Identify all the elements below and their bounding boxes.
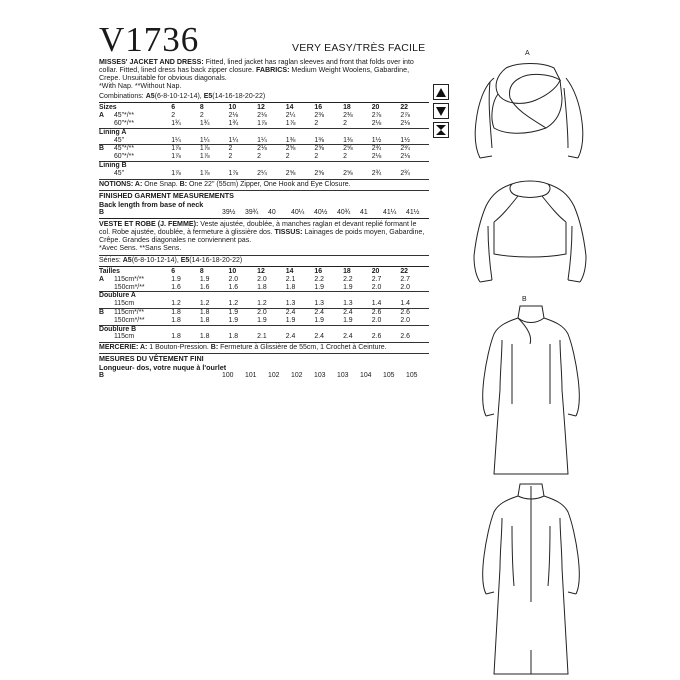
cell-value: 2.4 <box>314 333 325 341</box>
cell-value: 1¼ <box>228 136 239 144</box>
cell-value: 1⅞ <box>257 120 267 128</box>
table-row <box>99 137 429 145</box>
cell-value: 1⅜ <box>314 136 325 144</box>
table-row <box>99 145 429 153</box>
cell-value: 2.7 <box>400 275 410 283</box>
cell-value: 2.0 <box>400 283 410 291</box>
pattern-number: V1736 <box>99 20 200 59</box>
row-group: B <box>99 145 114 153</box>
cell-value: 1.3 <box>285 300 296 308</box>
triangle-up-icon <box>433 84 449 100</box>
cell-value <box>314 128 343 136</box>
care-icons <box>433 84 449 141</box>
cell-value: 2 <box>343 120 347 128</box>
cell-value: 2.0 <box>257 275 267 283</box>
sizes-header-row <box>99 268 429 276</box>
size-header: 8 <box>199 104 204 112</box>
row-label: 45" <box>113 136 125 144</box>
cell-value: 1.6 <box>228 283 239 291</box>
row-group: B <box>99 208 104 216</box>
size-header: 18 <box>343 268 351 276</box>
row-group: B <box>99 309 114 317</box>
row-group: A <box>99 112 104 120</box>
cell-value: 2¾ <box>371 169 382 177</box>
size-header: 20 <box>371 268 380 276</box>
cell-value: 2⅛ <box>257 145 286 153</box>
cell-value: 2.0 <box>371 283 382 291</box>
cell-value: 40¾ <box>337 208 351 216</box>
cell-value: 1¾ <box>199 120 210 128</box>
cell-value: 2.6 <box>400 309 429 317</box>
cell-value: 2.6 <box>400 333 410 341</box>
cell-value: 1.4 <box>400 300 410 308</box>
french-description: VESTE ET ROBE (J. FEMME): Veste ajustée, doublée, à manches raglan et devant replié formant le col. Robe ajustée, doublée, à fermeture à glissière dos. TISSUS: Lainages de poids moyen, Gabardine, Crêpe. Grandes diagonales ne conviennent pas. *Avec Sens. **Sans Sens. <box>99 219 425 252</box>
cell-value: 1.9 <box>285 316 296 324</box>
back-length-english <box>99 209 429 217</box>
cell-value <box>257 325 286 333</box>
cell-value: 1.6 <box>171 283 181 291</box>
cell-value: 1.9 <box>343 283 353 291</box>
cell-value: 1.6 <box>199 283 210 291</box>
yardage-table-french <box>99 268 429 341</box>
table-row <box>99 292 429 300</box>
view-label-a: A <box>525 50 530 57</box>
cell-value <box>229 325 258 333</box>
cell-value: 2 <box>228 153 233 161</box>
cell-value <box>200 292 229 300</box>
cell-value <box>229 128 258 136</box>
cell-value <box>171 162 200 170</box>
cell-value <box>343 292 372 300</box>
row-group <box>99 170 114 178</box>
cell-value: 1⅞ <box>200 145 229 153</box>
cell-value: 1¾ <box>228 120 239 128</box>
table-row <box>99 170 429 178</box>
cell-value: 1.8 <box>257 283 267 291</box>
cell-value: 2.4 <box>343 333 353 341</box>
cell-value: 1⅞ <box>171 145 200 153</box>
cell-value: 2⅜ <box>343 112 353 120</box>
cell-value: 2 <box>171 112 176 120</box>
cell-value: 1.4 <box>371 300 382 308</box>
back-length-heading: Back length from base of neck <box>99 199 204 209</box>
cell-value: 2¾ <box>372 145 401 153</box>
cell-value: 2.0 <box>400 316 410 324</box>
size-header: 8 <box>199 268 204 276</box>
cell-value: 2⅝ <box>343 145 372 153</box>
table-row <box>99 162 429 170</box>
cell-value: 1½ <box>400 136 410 144</box>
cell-value: 2⅝ <box>314 169 325 177</box>
cell-value <box>257 292 286 300</box>
row-group <box>99 137 114 145</box>
cell-value: 1⅞ <box>171 169 181 177</box>
finished-measurements-heading: FINISHED GARMENT MEASUREMENTS <box>99 190 234 200</box>
yardage-table-english <box>99 104 429 177</box>
jacket-front-illustration <box>470 58 590 168</box>
cell-value: 2.0 <box>228 275 239 283</box>
table-row <box>99 120 429 128</box>
cell-value: 40½ <box>314 208 328 216</box>
cell-value <box>400 128 429 136</box>
table-row <box>99 309 429 317</box>
cell-value <box>314 162 343 170</box>
cell-value: 2.0 <box>371 316 382 324</box>
cell-value: 1.8 <box>171 333 181 341</box>
cell-value: 1⅞ <box>228 169 239 177</box>
combinations-line: Combinations: A5(6-8-10-12-14), E5(14-16-18-20-22) <box>99 93 266 101</box>
row-label: 115cm*/** <box>113 275 145 283</box>
row-group <box>99 333 114 341</box>
cell-value: 40¼ <box>291 208 305 216</box>
size-header: 16 <box>314 268 323 276</box>
row-label: 60"*/** <box>113 153 135 161</box>
cell-value: 1.9 <box>199 275 210 283</box>
row-group: A <box>99 275 104 283</box>
cell-value: 2¾ <box>400 169 410 177</box>
cell-value <box>314 325 343 333</box>
cell-value <box>343 325 372 333</box>
nap-note: *With Nap. **Without Nap. <box>99 82 182 91</box>
cell-value: 100 <box>222 372 234 380</box>
cell-value <box>372 292 401 300</box>
table-row <box>99 128 429 136</box>
row-label: 45" <box>113 169 125 177</box>
cell-value: 2⅝ <box>286 145 315 153</box>
cell-value: 103 <box>314 372 326 380</box>
row-group: Doublure A <box>99 292 171 300</box>
cell-value: 1.2 <box>199 300 210 308</box>
cell-value: 1⅜ <box>285 136 296 144</box>
cell-value: 103 <box>337 372 349 380</box>
cell-value: 41¼ <box>383 208 397 216</box>
cell-value: 41 <box>360 208 368 216</box>
cell-value: 2⅛ <box>400 120 410 128</box>
fabrics-text: Medium Weight Woolens, Gabardine, Crepe. Unsuitable for obvious diagonals. <box>99 66 410 83</box>
cell-value <box>200 162 229 170</box>
cell-value: 1.2 <box>171 300 181 308</box>
cell-value <box>372 128 401 136</box>
cell-value: 1⅞ <box>285 120 296 128</box>
view-label-b: B <box>522 296 527 303</box>
cell-value <box>171 292 200 300</box>
cell-value: 2⅝ <box>314 145 343 153</box>
table-row <box>99 153 429 161</box>
hourglass-icon <box>433 122 449 138</box>
fabrics-heading: FABRICS: <box>255 66 290 75</box>
mercerie-line: MERCERIE: A: 1 Bouton-Pression. B: Fermeture à Glissière de 55cm, 1 Crochet à Ceinture. <box>99 344 387 352</box>
difficulty-label: VERY EASY/TRÈS FACILE <box>292 42 426 54</box>
notions-line: NOTIONS: A: One Snap. B: One 22" (55cm) Zipper, One Hook and Eye Closure. <box>99 180 351 188</box>
cell-value: 102 <box>268 372 280 380</box>
cell-value: 1⅜ <box>343 136 353 144</box>
cell-value: 2 <box>199 112 204 120</box>
cell-value <box>229 162 258 170</box>
table-row <box>99 325 429 333</box>
cell-value: 1.9 <box>257 316 267 324</box>
size-header: 16 <box>314 104 323 112</box>
cell-value <box>229 292 258 300</box>
size-header: 12 <box>257 104 265 112</box>
cell-value <box>400 292 429 300</box>
row-label: 45"*/** <box>114 145 171 153</box>
table-row <box>99 284 429 292</box>
size-header: 12 <box>257 268 265 276</box>
row-group: B <box>99 372 104 380</box>
cell-value: 1⅞ <box>171 153 181 161</box>
cell-value: 2⅛ <box>371 120 382 128</box>
cell-value: 2 <box>314 120 319 128</box>
size-header: 14 <box>285 268 294 276</box>
cell-value: 2 <box>285 153 290 161</box>
cell-value: 2.4 <box>343 309 372 317</box>
cell-value: 1.8 <box>199 333 210 341</box>
cell-value: 1.2 <box>228 300 239 308</box>
cell-value: 1.8 <box>200 309 229 317</box>
description-text: Fitted, lined jacket has raglan sleeves and front that folds over into collar. Fitted, lined dress has back zipper closure. <box>99 58 414 75</box>
cell-value <box>343 128 372 136</box>
size-header: 22 <box>400 104 409 112</box>
sizes-header-label: Sizes <box>99 104 117 112</box>
table-row <box>99 300 429 308</box>
size-header: 14 <box>285 104 294 112</box>
cell-value: 2.2 <box>314 275 325 283</box>
cell-value <box>400 162 429 170</box>
cell-value: 2.4 <box>314 309 343 317</box>
cell-value: 2¾ <box>400 145 429 153</box>
dress-front-illustration <box>472 304 588 476</box>
cell-value <box>343 162 372 170</box>
cell-value: 1.8 <box>171 316 181 324</box>
cell-value: 2.6 <box>371 333 382 341</box>
cell-value: 2⅞ <box>400 112 410 120</box>
row-group: Lining B <box>99 162 171 170</box>
row-label: 115cm <box>113 333 135 341</box>
sizes-header-row <box>99 104 429 112</box>
cell-value: 2.1 <box>285 275 296 283</box>
cell-value: 1¾ <box>171 120 181 128</box>
row-group <box>99 317 114 325</box>
cell-value: 39¾ <box>245 208 259 216</box>
cell-value: 1¼ <box>171 136 181 144</box>
cell-value: 1.9 <box>314 316 325 324</box>
size-header: 6 <box>171 268 176 276</box>
cell-value <box>171 128 200 136</box>
cell-value: 2.1 <box>257 333 267 341</box>
row-label: 60"*/** <box>113 120 135 128</box>
row-group: Doublure B <box>99 325 171 333</box>
cell-value: 105 <box>406 372 418 380</box>
cell-value: 2.6 <box>372 309 401 317</box>
cell-value: 2⅛ <box>371 153 382 161</box>
cell-value: 40 <box>268 208 276 216</box>
sizes-header-label: Tailles <box>99 268 120 276</box>
longueur-heading: Longueur- dos, votre nuque à l'ourlet <box>99 363 227 373</box>
cell-value <box>257 162 286 170</box>
cell-value: 2.7 <box>371 275 382 283</box>
cell-value: 2¼ <box>285 112 296 120</box>
cell-value <box>200 128 229 136</box>
row-label: 115cm <box>113 300 135 308</box>
cell-value: 1¼ <box>199 136 210 144</box>
table-row <box>99 112 429 120</box>
cell-value: 1¼ <box>257 136 267 144</box>
size-header: 18 <box>343 104 351 112</box>
cell-value: 41½ <box>406 208 420 216</box>
cell-value: 1.8 <box>285 283 296 291</box>
cell-value: 1.8 <box>199 316 210 324</box>
cell-value <box>400 325 429 333</box>
size-header: 10 <box>228 268 237 276</box>
cell-value <box>257 128 286 136</box>
cell-value: 2 <box>229 145 258 153</box>
cell-value <box>171 325 200 333</box>
cell-value: 1.9 <box>171 275 181 283</box>
cell-value: 2⅛ <box>400 153 410 161</box>
cell-value: 2.0 <box>257 309 286 317</box>
series-line: Séries: A5(6-8-10-12-14), E5(14-16-18-20-22) <box>99 257 243 264</box>
cell-value: 2 <box>257 153 261 161</box>
table-row <box>99 317 429 325</box>
cell-value: 1.9 <box>229 309 258 317</box>
cell-value: 2⅜ <box>314 112 325 120</box>
jacket-back-illustration <box>470 176 590 286</box>
english-description <box>99 58 429 90</box>
cell-value <box>286 162 315 170</box>
cell-value: 101 <box>245 372 257 380</box>
cell-value <box>286 128 315 136</box>
back-length-row <box>99 372 429 380</box>
back-length-french <box>99 372 429 380</box>
mesures-heading: MESURES DU VÊTEMENT FINI <box>99 354 204 364</box>
cell-value <box>372 162 401 170</box>
row-group <box>99 284 114 292</box>
cell-value <box>200 325 229 333</box>
pattern-info <box>99 58 429 380</box>
size-header: 20 <box>371 104 380 112</box>
cell-value: 1.3 <box>314 300 325 308</box>
size-header: 10 <box>228 104 237 112</box>
size-header: 6 <box>171 104 176 112</box>
cell-value: 2⅝ <box>343 169 353 177</box>
cell-value: 2⅝ <box>285 169 296 177</box>
size-header: 22 <box>400 268 409 276</box>
table-row <box>99 333 429 341</box>
description-heading: MISSES' JACKET AND DRESS: <box>99 58 204 66</box>
row-label: 150cm*/** <box>113 316 145 324</box>
cell-value: 1.9 <box>314 283 325 291</box>
cell-value: 1⅞ <box>199 153 210 161</box>
cell-value: 1.8 <box>228 333 239 341</box>
row-group <box>99 153 114 161</box>
row-label: 150cm*/** <box>113 283 145 291</box>
row-label: 115cm*/** <box>114 309 171 317</box>
row-group: Lining A <box>99 128 171 136</box>
back-length-row <box>99 209 429 217</box>
dress-back-illustration <box>472 482 588 678</box>
cell-value: 1.9 <box>228 316 239 324</box>
table-row <box>99 276 429 284</box>
cell-value: 2 <box>343 153 347 161</box>
cell-value <box>372 325 401 333</box>
cell-value: 2⅞ <box>371 112 382 120</box>
cell-value: 1.8 <box>171 309 200 317</box>
row-group <box>99 120 114 128</box>
cell-value: 2 <box>314 153 319 161</box>
cell-value: 2⅛ <box>257 112 267 120</box>
cell-value: 1⅞ <box>199 169 210 177</box>
cell-value: 1.2 <box>257 300 267 308</box>
cell-value: 104 <box>360 372 372 380</box>
cell-value: 2.2 <box>343 275 353 283</box>
cell-value <box>286 325 315 333</box>
cell-value: 1½ <box>371 136 382 144</box>
cell-value: 102 <box>291 372 303 380</box>
cell-value <box>286 292 315 300</box>
cell-value: 2.4 <box>285 333 296 341</box>
cell-value: 105 <box>383 372 395 380</box>
cell-value: 1.9 <box>343 316 353 324</box>
cell-value: 1.3 <box>343 300 353 308</box>
cell-value <box>314 292 343 300</box>
row-group <box>99 300 114 308</box>
row-label: 45"*/** <box>113 112 135 120</box>
cell-value: 2.4 <box>286 309 315 317</box>
cell-value: 39½ <box>222 208 236 216</box>
cell-value: 2⅛ <box>228 112 239 120</box>
cell-value: 2¼ <box>257 169 267 177</box>
triangle-down-icon <box>433 103 449 119</box>
